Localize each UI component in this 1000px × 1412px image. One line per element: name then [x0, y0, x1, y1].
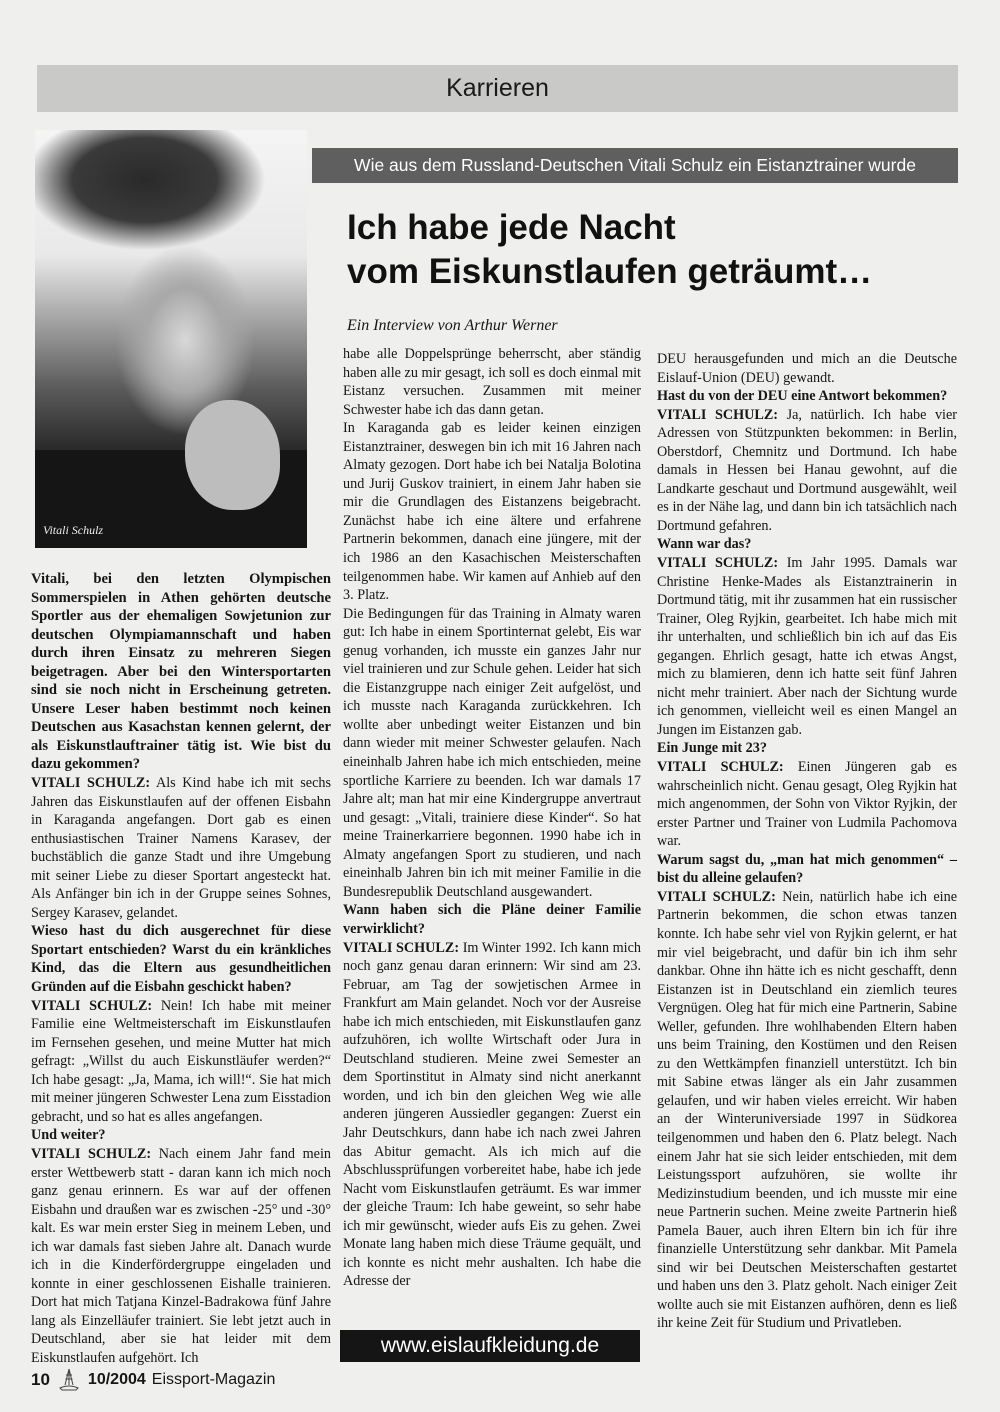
- speaker-label: VITALI SCHULZ:: [31, 997, 153, 1014]
- body-paragraph: [343, 605, 641, 902]
- interview-question: [31, 922, 331, 996]
- paragraph-text: Die Bedingungen für das Training in Almaty waren gut: Ich habe in einem Sportinternat gelebt, Eis war genug vorhanden, ich musste ein ganzes Jahr nur viel trainieren und zur Schule gehen. Leider hat sich die Eistanzgruppe nach einiger Zeit aufgelöst, und ich musste nach Karaganda zurückkehren. Ich wollte aber unbedingt weiter Eistanzen und bin dann wieder mit meiner Schwester gelaufen. Nach eineinhalb Jahren habe ich mich entschieden, meine sportliche Karriere zu beenden. Ich war damals 17 Jahre alt; man hat mir eine Kindergruppe anvertraut und gesagt: „Vitali, trainiere diese Kinder“. So hat meine Trainerkarriere begonnen. 1990 habe ich in Almaty angefangen Sport zu studieren, und nach eineinhalb Jahren bin ich mit meiner Familie in die Bundesrepublik Deutschland ausgewandert.: [343, 605, 641, 900]
- photo-caption: Vitali Schulz: [43, 523, 104, 537]
- headline-line-1: Ich habe jede Nacht: [347, 208, 676, 247]
- interview-question: [343, 901, 641, 938]
- interview-answer: [657, 406, 957, 536]
- speaker-label: VITALI SCHULZ:: [31, 1145, 152, 1162]
- photo-hand-shape: [185, 400, 280, 510]
- paragraph-text: Ja, natürlich. Ich habe vier Adressen von Stützpunkten bekommen: in Berlin, Oberstdorf, Chemnitz und Dortmund. Ich habe damals in Hessen bei Hanau gewohnt, auf die Landkarte geschaut und Dortmund ausgewählt, weil es in der Nähe lag, und dann bin ich tatsächlich nach Dortmund gefahren.: [657, 406, 957, 534]
- speaker-label: VITALI SCHULZ:: [343, 939, 460, 956]
- body-paragraph: [343, 345, 641, 419]
- interview-answer: [31, 997, 331, 1127]
- article-subtitle: Wie aus dem Russland-Deutschen Vitali Schulz ein Eistanztrainer wurde: [312, 148, 958, 183]
- body-paragraph: [657, 350, 957, 387]
- issue-number: 10/2004: [87, 1371, 146, 1388]
- interview-question: [657, 851, 957, 888]
- article-column-2: [343, 345, 641, 1291]
- paragraph-text: Im Jahr 1995. Damals war Christine Henke-Mades als Eistanztrainerin in Dortmund tätig, mit ihr zusammen hat ein russischer Trainer, Oleg Ryjkin, gearbeitet. Ich habe mich mit ihr unterhalten, und schließlich bin ich auf das Eis gegangen. Ehrlich gesagt, hatte ich etwas Angst, mich zu blamieren, denn ich hatte seit fünf Jahren nicht mehr trainiert. Aber nach der Sichtung wurde ich genommen, vielleicht weil es einen Mangel an Jungen im Eistanzen gab.: [657, 555, 957, 738]
- paragraph-text: Wann war das?: [657, 536, 752, 553]
- interview-question: [657, 387, 957, 406]
- headline-line-2: vom Eiskunstlaufen geträumt…: [347, 252, 873, 291]
- article-column-1: [31, 570, 331, 1368]
- speaker-label: VITALI SCHULZ:: [31, 775, 151, 792]
- interview-question: [31, 1126, 331, 1145]
- paragraph-text: Nach einem Jahr fand mein erster Wettbewerb statt - daran kann ich mich noch ganz genau erinnern. Es war auf der offenen Eisbahn und draußen war es zwischen -25° und -30° kalt. Es war mein erster Sieg in meinem Leben, und ich war damals fast sieben Jahre alt. Danach wurde ich in die Kinderfördergruppe eingeladen und konnte in einer geschlossenen Eishalle trainieren. Dort hat mich Tatjana Kinzel-Badrakowa fünf Jahre lang als Einzelläufer trainiert. Sie lebt jetzt auch in Deutschland, aber sie hat leider mit dem Eiskunstlaufen aufgehört. Ich: [31, 1145, 331, 1366]
- interview-question: [31, 570, 331, 774]
- paragraph-text: Im Winter 1992. Ich kann mich noch ganz genau daran erinnern: Wir sind am 23. Februar, am Tag der sowjetischen Armee in Frankfurt am Main gelandet. Noch vor der Ausreise habe ich mich entschieden, mit Eiskunstlaufen ganz aufzuhören, ich wollte Wirtschaft oder Jura in Deutschland studieren. Meine zwei Semester an dem Sportinstitut in Almaty sind nicht anerkannt worden, und ich bin den gleichen Weg wie alle anderen jüngeren Aussiedler gegangen: Zuerst ein Jahr Deutschkurs, dann habe ich nach zwei Jahren das Abitur gemacht. Als ich mich auf die Abschlussprüfungen vorbereitet habe, habe ich jede Nacht vom Eiskunstlaufen geträumt. Es war immer der gleiche Traum: Ich habe geweint, so sehr habe ich mir gewünscht, wieder aufs Eis zu gehen. Zwei Monate lang haben mich diese Träume gequält, und ich konnte es nicht mehr aushalten. Ich habe die Adresse der: [343, 939, 641, 1290]
- paragraph-text: Wieso hast du dich ausgerechnet für diese Sportart entschieden? Warst du ein kränkliches Kind, das die Eltern aus gesundheitlichen Gründen auf die Eisbahn geschickt haben?: [31, 923, 331, 996]
- body-paragraph: [343, 419, 641, 604]
- interview-answer: [343, 939, 641, 1291]
- paragraph-text: Warum sagst du, „man hat mich genommen“ – bist du alleine gelaufen?: [657, 851, 957, 887]
- paragraph-text: Vitali, bei den letzten Olympischen Sommerspielen in Athen gehörten deutsche Sportler aus der ehemaligen Sowjetunion zur deutschen Olympiamannschaft und haben durch ihren Einsatz zu mehreren Siegen beigetragen. Aber bei den Wintersportarten sind sie noch nicht in Erscheinung getreten. Unsere Leser haben bestimmt noch keinen Deutschen aus Kasachstan kennen gelernt, der als Eiskunstlauftrainer tätig ist. Wie bist du dazu gekommen?: [31, 571, 331, 773]
- speaker-label: VITALI SCHULZ:: [657, 759, 784, 776]
- section-header: [37, 65, 958, 112]
- byline: Ein Interview von Arthur Werner: [347, 317, 558, 334]
- speaker-label: VITALI SCHULZ:: [657, 888, 776, 905]
- paragraph-text: Wann haben sich die Pläne deiner Familie verwirklicht?: [343, 902, 641, 937]
- paragraph-text: Nein, natürlich habe ich eine Partnerin bekommen, die schon etwas tanzen konnte. Ich habe sehr viel von Ryjkin gelernt, er hat mir viel beigebracht, und dafür bin ich ihm sehr dankbar. Ohne ihn hätte ich es nicht geschafft, denn Eistanzen ist in Deutschland ein ziemlich teures Vergnügen. Oleg hat für mich eine Partnerin, Sabine Weller, gefunden. Ihre wohlhabenden Eltern haben uns beim Training, den Kostümen und den Reisen zu den Wettkämpfen finanziell unterstützt. Ich bin mit Sabine etwas länger als ein Jahr zusammen gelaufen, und wir haben vieles erreicht. Wir haben an der Winteruniversiade 1997 in Südkorea teilgenommen und haben den 6. Platz belegt. Nach einem Jahr hat sie sich leider entschieden, mit dem Leistungssport aufzuhören, sie wollte ihr Medizinstudium beenden, und ich musste mir eine neue Partnerin suchen. Meine zweite Partnerin hieß Pamela Bauer, auch ihren Eltern bin ich für ihre finanzielle Unterstützung sehr dankbar. Mit Pamela sind wir bei Deutschen Meisterschaften gestartet und haben uns den 3. Platz geholt. Nach einiger Zeit wollte auch sie mit Eistanzen aufhören, denn es ließ ihr keine Zeit für Studium und Privatleben.: [657, 888, 957, 1332]
- interview-question: [657, 739, 957, 758]
- interview-answer: [657, 758, 957, 851]
- interview-answer: [657, 888, 957, 1333]
- interview-answer: [31, 774, 331, 922]
- paragraph-text: habe alle Doppelsprünge beherrscht, aber ständig haben alle zu mir gesagt, ich soll es doch einmal mit Eistanz versuchen. Zusammen mit meiner Schwester habe ich das dann getan.: [343, 346, 641, 418]
- paragraph-text: Nein! Ich habe mit meiner Familie eine Weltmeisterschaft im Eiskunstlaufen im Fernsehen gesehen, und meine Mutter hat mich gefragt: „Willst du auch Eiskunstläufer werden?“ Ich habe gesagt: „Ja, Mama, ich will!“. Sie hat mich mit meiner jüngeren Schwester Lena zum Eisstadion gebracht, und so hat es alles angefangen.: [31, 997, 331, 1125]
- interview-question: [657, 535, 957, 554]
- page-number: 10: [31, 1370, 50, 1389]
- section-title: Karrieren: [446, 74, 549, 102]
- interview-answer: [657, 554, 957, 739]
- article-headline: [347, 206, 947, 294]
- magazine-logo-icon: [56, 1367, 82, 1393]
- advertisement-link[interactable]: www.eislaufkleidung.de: [340, 1330, 640, 1362]
- paragraph-text: In Karaganda gab es leider keinen einzigen Eistanztrainer, deswegen bin ich mit 16 Jahren nach Almaty gezogen. Dort habe ich bei Natalja Bolotina und Jurij Guskov trainiert, in einem Jahr haben sie mir die Grundlagen des Eistanzens beigebracht. Zunächst habe ich eine ältere und erfahrene Partnerin bekommen, danach eine jüngere, mit der ich 1986 an den Kasachischen Meisterschaften teilgenommen habe. Wir kamen auf Anhieb auf den 3. Platz.: [343, 420, 641, 604]
- speaker-label: VITALI SCHULZ:: [657, 406, 779, 423]
- paragraph-text: Hast du von der DEU eine Antwort bekommen?: [657, 388, 948, 405]
- portrait-photo: [35, 130, 307, 548]
- page-footer: [31, 1367, 275, 1393]
- paragraph-text: Ein Junge mit 23?: [657, 740, 767, 757]
- paragraph-text: Als Kind habe ich mit sechs Jahren das Eiskunstlaufen auf der offenen Eisbahn in Karaganda angefangen. Dort gab es einen enthusiastischen Trainer Namens Karasev, der buchstäblich die ganze Stadt und ihre Umgebung mit seiner Liebe zu dieser Sportart angesteckt hat. Als Anfänger bin ich in der Gruppe seines Sohnes, Sergey Karasev, gelandet.: [31, 775, 331, 921]
- paragraph-text: DEU herausgefunden und mich an die Deutsche Eislauf-Union (DEU) gewandt.: [657, 351, 957, 386]
- interview-answer: [31, 1145, 331, 1368]
- article-column-3: [657, 350, 957, 1333]
- magazine-name: Eissport-Magazin: [151, 1371, 276, 1388]
- speaker-label: VITALI SCHULZ:: [657, 555, 779, 572]
- paragraph-text: Einen Jüngeren gab es wahrscheinlich nicht. Genau gesagt, Oleg Ryjkin hat mich angenommen, der Sohn von Viktor Ryjkin, der erster Partner und Trainer von Ludmila Pachomova war.: [657, 759, 957, 850]
- paragraph-text: Und weiter?: [31, 1127, 106, 1144]
